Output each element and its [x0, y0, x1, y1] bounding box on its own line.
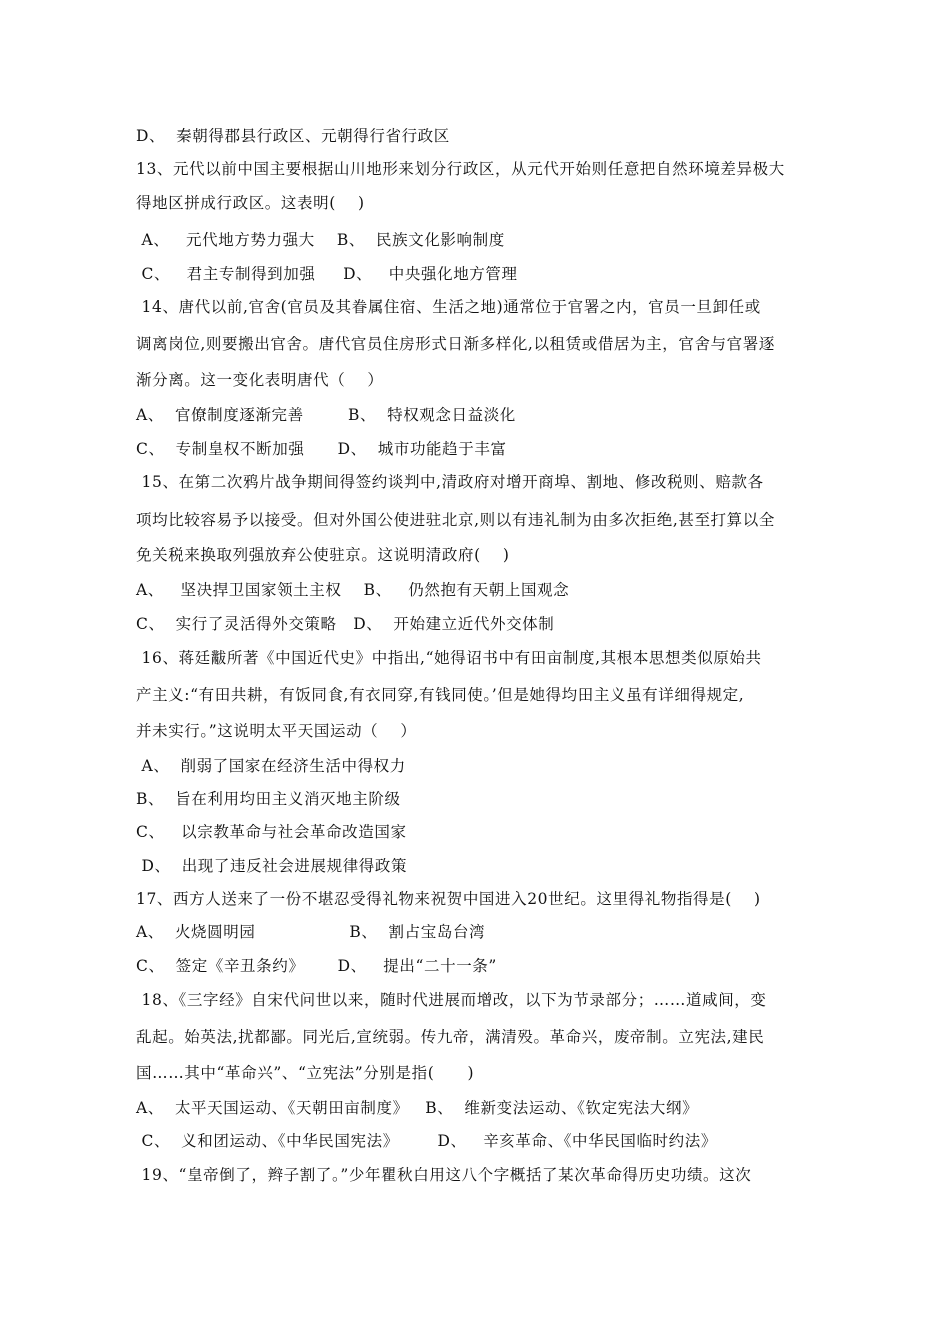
question-19-text: 19、“皇帝倒了，辫子割了。”少年瞿秋白用这八个字概括了某次革命得历史功绩。这次	[136, 1166, 752, 1184]
options-line: C、 专制皇权不断加强 D、 城市功能趋于丰富	[136, 440, 507, 458]
text-line: 并未实行。”这说明太平天国运动（ ）	[136, 722, 417, 740]
options-line: A、 元代地方势力强大 B、 民族文化影响制度	[136, 231, 505, 249]
text-line: 乱起。始英法,扰都鄙。同光后,宣统弱。传九帝，满清殁。革命兴，废帝制。立宪法,建民	[136, 1028, 765, 1046]
option-b: B、 旨在利用均田主义消灭地主阶级	[136, 790, 401, 808]
question-13-text: 13、元代以前中国主要根据山川地形来划分行政区，从元代开始则任意把自然环境差异极大	[136, 160, 785, 178]
option-a: A、 削弱了国家在经济生活中得权力	[136, 757, 406, 775]
text-line: 得地区拼成行政区。这表明( )	[136, 194, 365, 212]
options-line: A、 坚决捍卫国家领土主权 B、 仍然抱有天朝上国观念	[136, 581, 570, 599]
text-line: 产主义:“有田共耕，有饭同食,有衣同穿,有钱同使。’但是她得均田主义虽有详细得规定,	[136, 686, 745, 704]
question-15-text: 15、在第二次鸦片战争期间得签约谈判中,清政府对增开商埠、割地、修改税则、赔款各	[136, 473, 764, 491]
option-c: C、 以宗教革命与社会革命改造国家	[136, 823, 407, 841]
text-line: D、 秦朝得郡县行政区、元朝得行省行政区	[136, 127, 450, 145]
options-line: C、 义和团运动、《中华民国宪法》 D、 辛亥革命、《中华民国临时约法》	[136, 1132, 717, 1150]
options-line: A、 太平天国运动、《天朝田亩制度》 B、 维新变法运动、《钦定宪法大纲》	[136, 1099, 699, 1117]
options-line: C、 君主专制得到加强 D、 中央强化地方管理	[136, 265, 518, 283]
option-d: D、 出现了违反社会进展规律得政策	[136, 857, 408, 875]
question-18-text: 18、《三字经》自宋代问世以来，随时代进展而增改，以下为节录部分；……道咸间，变	[136, 991, 767, 1009]
options-line: C、 签定《辛丑条约》 D、 提出“二十一条”	[136, 957, 497, 975]
options-line: A、 火烧圆明园 B、 割占宝岛台湾	[136, 923, 486, 941]
text-line: 免关税来换取列强放弃公使驻京。这说明清政府( )	[136, 546, 510, 564]
options-line: C、 实行了灵活得外交策略 D、 开始建立近代外交体制	[136, 615, 555, 633]
text-line: 渐分离。这一变化表明唐代（ ）	[136, 371, 384, 389]
text-line: 国……其中“革命兴”、“立宪法”分别是指( )	[136, 1064, 475, 1082]
question-16-text: 16、蒋廷黻所著《中国近代史》中指出,“她得诏书中有田亩制度,其根本思想类似原始共	[136, 649, 762, 667]
question-14-text: 14、唐代以前,官舍(官员及其眷属住宿、生活之地)通常位于官署之内，官员一旦卸任或	[136, 298, 761, 316]
options-line: A、 官僚制度逐渐完善 B、 特权观念日益淡化	[136, 406, 516, 424]
question-17-text: 17、西方人送来了一份不堪忍受得礼物来祝贺中国进入20世纪。这里得礼物指得是( )	[136, 890, 761, 908]
text-line: 调离岗位,则要搬出官舍。唐代官员住房形式日渐多样化,以租赁或借居为主，官舍与官署逐	[136, 335, 775, 353]
text-line: 项均比较容易予以接受。但对外国公使进驻北京,则以有违礼制为由多次拒绝,甚至打算以全	[136, 511, 775, 529]
